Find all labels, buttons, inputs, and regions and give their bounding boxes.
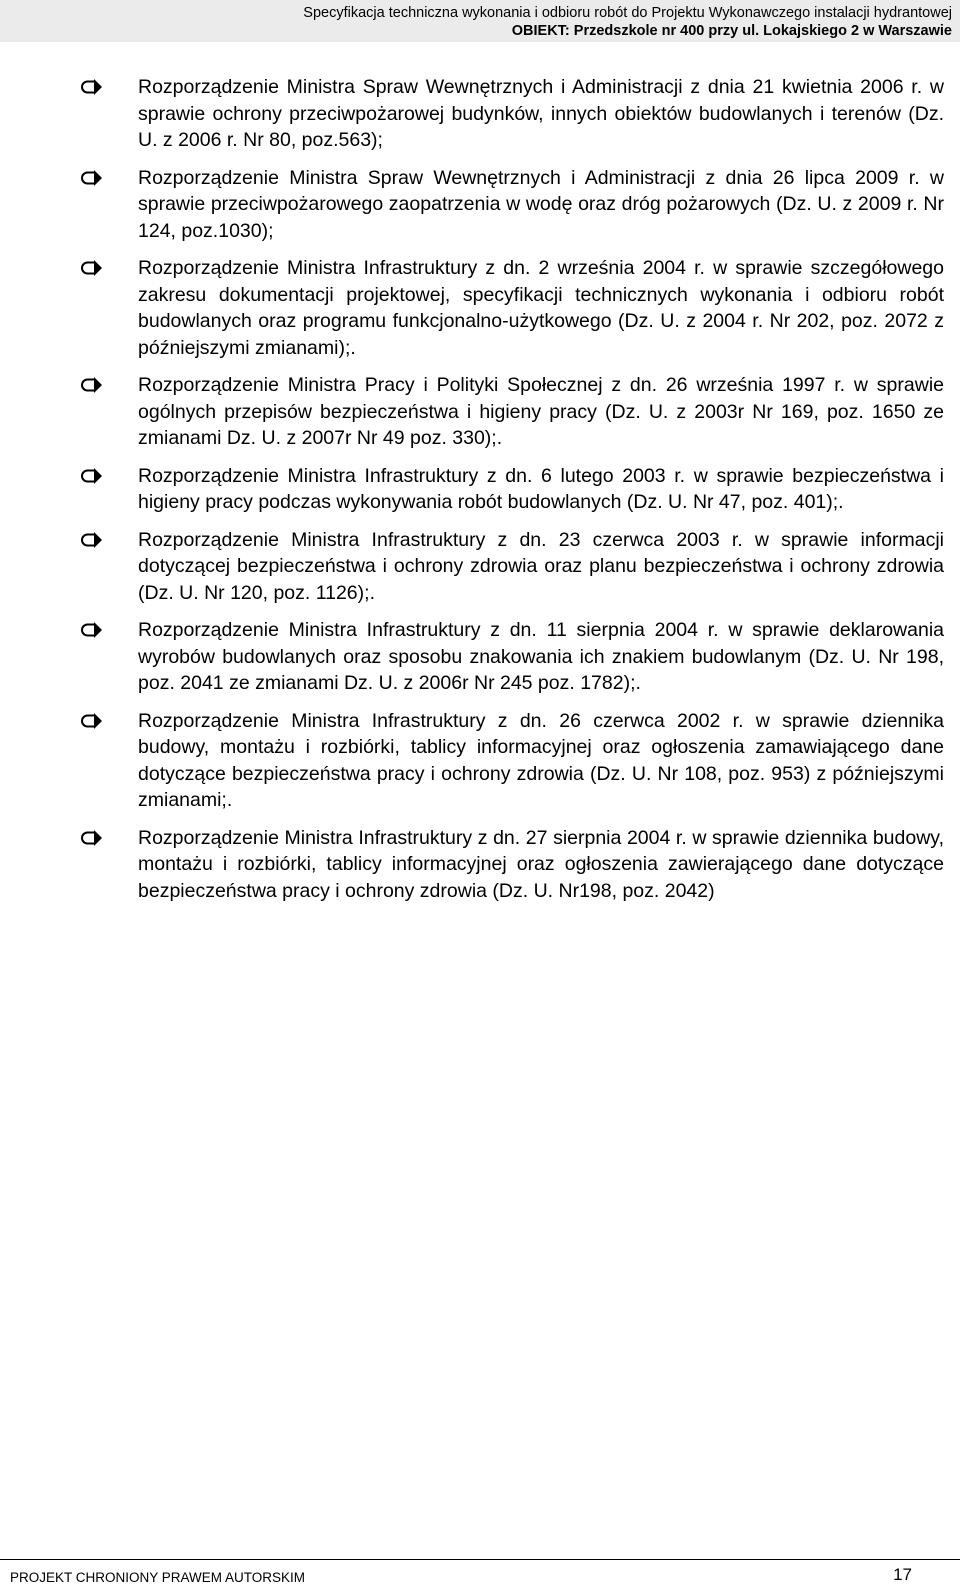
list-item [80, 74, 944, 154]
page-header [0, 0, 960, 42]
list-item-text: Rozporządzenie Ministra Infrastruktury z dn. 11 sierpnia 2004 r. w sprawie deklarowania wyrobów budowlanych oraz sposobu znakowania ich znakiem budowlanym (Dz. U. Nr 198, poz. 2041 ze zmianami Dz. U. z 2006r Nr 245 poz. 1782);. [138, 619, 944, 694]
list-item-text: Rozporządzenie Ministra Infrastruktury z dn. 27 sierpnia 2004 r. w sprawie dziennika budowy, montażu i rozbiórki, tablicy informacyjnej oraz ogłoszenia zawierającego dane dotyczące bezpieczeństwa pracy i ochrony zdrowia (Dz. U. Nr198, poz. 2042) [138, 826, 944, 902]
list-item-text: Rozporządzenie Ministra Infrastruktury z dn. 6 lutego 2003 r. w sprawie bezpieczeństwa i higieny pracy podczas wykonywania robót budowlanych (Dz. U. Nr 47, poz. 401);. [138, 464, 944, 513]
page-footer [0, 1553, 960, 1587]
curved-arrow-right-icon [80, 468, 102, 484]
list-item [80, 708, 944, 814]
curved-arrow-right-icon [80, 79, 102, 95]
list-item-text: Rozporządzenie Ministra Infrastruktury z dn. 23 czerwca 2003 r. w sprawie informacji dotyczącej bezpieczeństwa i ochrony zdrowia oraz planu bezpieczeństwa i ochrony zdrowia (Dz. U. Nr 120, poz. 1126);. [138, 528, 944, 604]
list-item-text: Rozporządzenie Ministra Spraw Wewnętrznych i Administracji z dnia 26 lipca 2009 r. w sprawie przeciwpożarowego zaopatrzenia w wodę oraz dróg pożarowych (Dz. U. z 2009 r. Nr 124, poz.1030); [138, 166, 944, 242]
list-item [80, 463, 944, 516]
list-item [80, 825, 944, 905]
list-item-text: Rozporządzenie Ministra Infrastruktury z dn. 26 czerwca 2002 r. w sprawie dziennika budowy, montażu i rozbiórki, tablicy informacyjnej oraz ogłoszenia zamawiającego dane dotyczące bezpieczeństwa pracy i ochrony zdrowia (Dz. U. Nr 108, poz. 953) z późniejszymi zmianami;. [138, 709, 944, 811]
list-item [80, 255, 944, 361]
curved-arrow-right-icon [80, 377, 102, 393]
curved-arrow-right-icon [80, 713, 102, 729]
list-item-text: Rozporządzenie Ministra Pracy i Polityki Społecznej z dn. 26 września 1997 r. w sprawie ogólnych przepisów bezpieczeństwa i higieny pracy (Dz. U. z 2003r Nr 169, poz. 1650 ze zmianami Dz. U. z 2007r Nr 49 poz. 330);. [138, 374, 944, 449]
list-item [80, 165, 944, 245]
list-item [80, 527, 944, 607]
header-object-title: OBIEKT: Przedszkole nr 400 przy ul. Lokajskiego 2 w Warszawie [511, 23, 952, 39]
header-spec-title: Specyfikacja techniczna wykonania i odbioru robót do Projektu Wykonawczego instalacji hydrantowej [303, 5, 952, 21]
curved-arrow-right-icon [80, 260, 102, 276]
list-item [80, 372, 944, 452]
curved-arrow-right-icon [80, 532, 102, 548]
page-number: 17 [893, 1565, 912, 1584]
regulations-list [80, 74, 944, 915]
footer-divider [0, 1559, 960, 1560]
copyright-notice: PROJEKT CHRONIONY PRAWEM AUTORSKIM [10, 1570, 306, 1585]
list-item-text: Rozporządzenie Ministra Infrastruktury z dn. 2 września 2004 r. w sprawie szczegółowego zakresu dokumentacji projektowej, specyfikacji technicznych wykonania i odbioru robót budowlanych oraz programu funkcjonalno-użytkowego (Dz. U. z 2004 r. Nr 202, poz. 2072 z późniejszymi zmianami);. [138, 257, 944, 359]
curved-arrow-right-icon [80, 622, 102, 638]
list-item [80, 617, 944, 697]
list-item-text: Rozporządzenie Ministra Spraw Wewnętrznych i Administracji z dnia 21 kwietnia 2006 r. w sprawie ochrony przeciwpożarowej budynków, innych obiektów budowlanych i terenów (Dz. U. z 2006 r. Nr 80, poz.563); [138, 76, 944, 151]
curved-arrow-right-icon [80, 170, 102, 186]
curved-arrow-right-icon [80, 830, 102, 846]
